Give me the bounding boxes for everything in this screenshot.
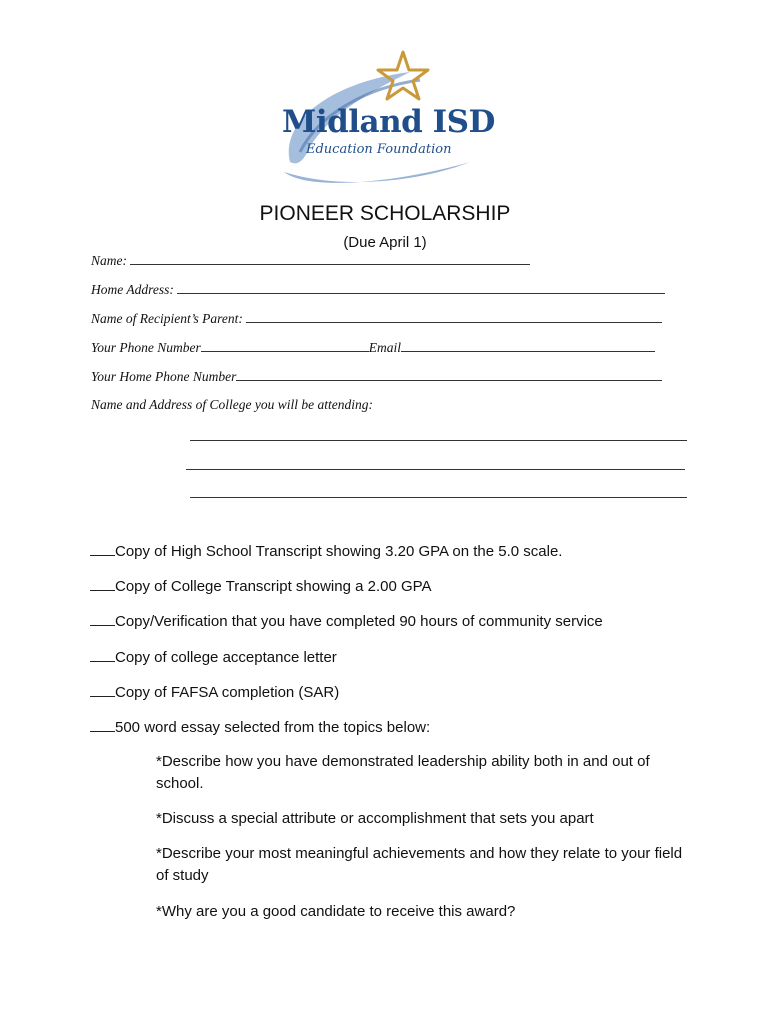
check-blank[interactable] bbox=[90, 682, 115, 697]
college-label: Name and Address of College you will be attending: bbox=[91, 397, 373, 412]
home-address-label: Home Address: bbox=[91, 282, 174, 297]
essay-topic: *Describe how you have demonstrated leadership ability both in and out of school. bbox=[156, 753, 650, 792]
checklist-item[interactable] bbox=[90, 647, 337, 666]
checklist-text: 500 word essay selected from the topics below: bbox=[115, 719, 431, 736]
essay-topic: *Describe your most meaningful achievements and how they relate to your field of study bbox=[156, 845, 683, 884]
logo-main-text: Midland ISD bbox=[282, 104, 495, 140]
college-line-1[interactable] bbox=[190, 440, 687, 441]
check-blank[interactable] bbox=[90, 541, 115, 556]
home-address-field[interactable] bbox=[91, 281, 665, 298]
name-label: Name: bbox=[91, 253, 127, 268]
parent-field[interactable] bbox=[91, 310, 662, 327]
phone-label: Your Phone Number bbox=[91, 340, 201, 355]
check-blank[interactable] bbox=[90, 717, 115, 732]
check-blank[interactable] bbox=[90, 611, 115, 626]
parent-label: Name of Recipient’s Parent: bbox=[91, 311, 243, 326]
college-line-2[interactable] bbox=[186, 469, 685, 470]
checklist-item[interactable] bbox=[90, 682, 339, 701]
email-line[interactable] bbox=[401, 339, 655, 352]
checklist-text: Copy of FAFSA completion (SAR) bbox=[115, 684, 340, 701]
checklist-item[interactable] bbox=[90, 717, 430, 736]
home-phone-field[interactable] bbox=[91, 368, 662, 385]
checklist-text: Copy of High School Transcript showing 3.20 GPA on the 5.0 scale. bbox=[115, 543, 563, 560]
due-date: (Due April 1) bbox=[343, 234, 427, 251]
college-line-3[interactable] bbox=[190, 497, 687, 498]
checklist-text: Copy of college acceptance letter bbox=[115, 649, 337, 666]
check-blank[interactable] bbox=[90, 647, 115, 662]
checklist-item[interactable] bbox=[90, 611, 603, 630]
college-field bbox=[91, 397, 373, 413]
phone-line[interactable] bbox=[201, 339, 369, 352]
name-field[interactable] bbox=[91, 252, 530, 269]
email-label: Email bbox=[368, 340, 402, 355]
check-blank[interactable] bbox=[90, 576, 115, 591]
logo-sub-text: Education Foundation bbox=[306, 142, 452, 157]
essay-topic: *Why are you a good candidate to receive this award? bbox=[156, 903, 516, 920]
page-title: PIONEER SCHOLARSHIP bbox=[259, 202, 511, 225]
checklist-text: Copy of College Transcript showing a 2.00 GPA bbox=[115, 578, 432, 595]
midland-isd-logo bbox=[270, 42, 510, 192]
checklist-text: Copy/Verification that you have completed 90 hours of community service bbox=[115, 613, 603, 630]
name-line[interactable] bbox=[130, 252, 530, 265]
home-phone-label: Your Home Phone Number bbox=[91, 369, 237, 384]
home-phone-line[interactable] bbox=[236, 368, 662, 381]
checklist-item[interactable] bbox=[90, 576, 432, 595]
essay-topic: *Discuss a special attribute or accomplishment that sets you apart bbox=[156, 810, 594, 827]
checklist-item[interactable] bbox=[90, 541, 562, 560]
parent-line[interactable] bbox=[246, 310, 662, 323]
phone-email-field[interactable] bbox=[91, 339, 655, 356]
home-address-line[interactable] bbox=[177, 281, 665, 294]
